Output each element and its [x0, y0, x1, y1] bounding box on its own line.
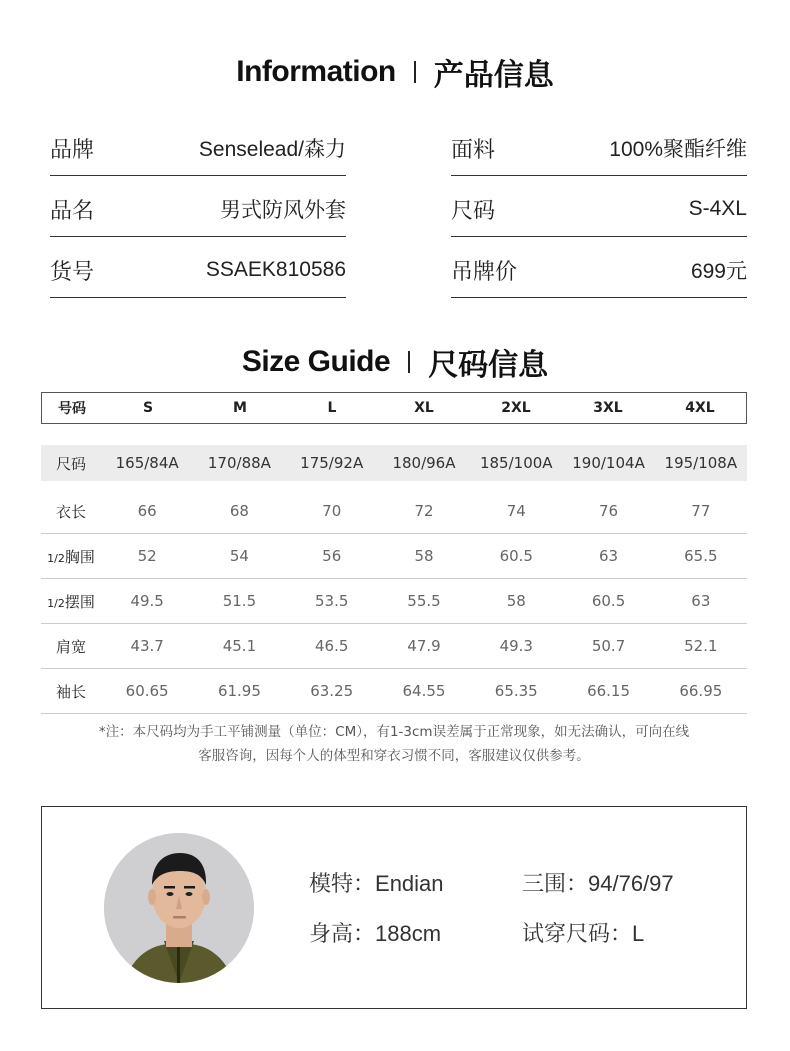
table-cell: 175/92A — [300, 454, 364, 472]
table-cell: 53.5 — [315, 592, 349, 610]
row-label: 肩宽 — [55, 637, 86, 656]
table-cell: 64.55 — [402, 682, 446, 700]
table-cell: 46.5 — [315, 637, 349, 655]
table-cell: 49.3 — [499, 637, 533, 655]
model-portrait-image — [104, 833, 254, 983]
info-row-item-number — [50, 237, 346, 298]
note-line-2: 客服咨询，因每个人的体型和穿衣习惯不同，客服建议仅供参考。 — [198, 748, 590, 764]
table-cell: 70 — [322, 502, 342, 520]
info-row-brand — [50, 115, 346, 176]
table-cell: 56 — [322, 547, 342, 565]
table-cell: 65.5 — [684, 547, 718, 565]
trysize-value: L — [632, 921, 645, 946]
header-cell: 号码 — [58, 401, 86, 417]
measure-label: 三围： — [522, 872, 589, 897]
table-cell: 185/100A — [479, 454, 553, 472]
model-name — [309, 867, 444, 898]
table-cell: 55.5 — [407, 592, 441, 610]
info-value: 男式防风外套 — [220, 199, 346, 222]
info-title — [0, 50, 790, 94]
table-cell: 45.1 — [222, 637, 257, 655]
table-row — [41, 445, 747, 481]
size-title-en: Size Guide — [241, 345, 391, 378]
row-label: 袖长 — [55, 682, 86, 701]
info-key: 面料 — [451, 137, 496, 163]
model-avatar — [104, 833, 254, 983]
size-title-cn: 尺码信息 — [428, 348, 549, 383]
info-title-en: Information — [236, 55, 396, 88]
table-cell: 61.95 — [217, 682, 261, 700]
row-label: 1/2胸围 — [47, 547, 95, 566]
info-value: Senselead/森力 — [198, 138, 346, 161]
table-cell: 60.5 — [591, 592, 626, 610]
size-table-body — [41, 445, 747, 714]
model-name-value: Endian — [375, 871, 444, 896]
table-cell: 52 — [137, 547, 157, 565]
table-cell: 58 — [414, 547, 434, 565]
table-cell: 68 — [229, 502, 249, 520]
table-cell: 47.9 — [407, 637, 441, 655]
row-label: 尺码 — [55, 454, 86, 473]
header-cell: XL — [414, 400, 434, 416]
title-divider — [408, 351, 410, 373]
info-value: 100%聚酯纤维 — [609, 138, 747, 161]
header-cell: 3XL — [593, 400, 623, 416]
table-cell: 74 — [506, 502, 526, 520]
model-try-size — [522, 917, 644, 948]
info-key: 品名 — [50, 198, 95, 224]
model-height — [309, 917, 441, 948]
table-row — [41, 534, 747, 579]
table-cell: 76 — [599, 502, 619, 520]
info-left-column — [50, 115, 346, 298]
measurement-note — [41, 720, 747, 768]
table-row — [41, 579, 747, 624]
height-label: 身高： — [309, 922, 376, 947]
measure-value: 94/76/97 — [588, 871, 674, 896]
model-info-box — [41, 806, 747, 1009]
info-key: 吊牌价 — [451, 259, 518, 285]
table-cell: 60.65 — [125, 682, 169, 700]
info-right-column — [451, 115, 747, 298]
table-cell: 180/96A — [392, 454, 456, 472]
header-cell: S — [142, 400, 154, 416]
table-cell: 66.15 — [587, 682, 631, 700]
table-cell: 195/108A — [664, 454, 738, 472]
table-cell: 49.5 — [130, 592, 164, 610]
info-value: SSAEK810586 — [205, 258, 346, 281]
row-label: 1/2摆围 — [47, 592, 95, 611]
table-row — [41, 669, 747, 714]
table-cell: 54 — [229, 547, 249, 565]
table-cell: 77 — [691, 502, 711, 520]
info-key: 货号 — [50, 259, 95, 285]
table-cell: 58 — [506, 592, 526, 610]
table-cell: 170/88A — [207, 454, 271, 472]
info-title-cn: 产品信息 — [433, 58, 554, 93]
table-cell: 165/84A — [115, 454, 179, 472]
info-value: S-4XL — [688, 197, 747, 220]
info-row-price — [451, 237, 747, 298]
table-row — [41, 489, 747, 534]
table-cell: 65.35 — [494, 682, 538, 700]
header-cell: 2XL — [501, 400, 531, 416]
table-cell: 63 — [599, 547, 619, 565]
info-row-size-range — [451, 176, 747, 237]
info-row-fabric — [451, 115, 747, 176]
info-key: 品牌 — [50, 137, 95, 163]
info-value: 699元 — [690, 260, 747, 283]
row-label: 衣长 — [55, 502, 86, 521]
trysize-label: 试穿尺码： — [522, 922, 633, 947]
table-cell: 63 — [691, 592, 711, 610]
height-value: 188cm — [375, 921, 442, 946]
table-cell: 50.7 — [591, 637, 626, 655]
size-table-header — [41, 392, 747, 424]
header-cell: 4XL — [685, 400, 715, 416]
table-cell: 72 — [414, 502, 434, 520]
table-cell: 190/104A — [572, 454, 645, 472]
header-cell: L — [327, 400, 337, 416]
table-cell: 43.7 — [130, 637, 164, 655]
title-divider — [414, 61, 416, 83]
info-row-product-name — [50, 176, 346, 237]
table-cell: 51.5 — [222, 592, 257, 610]
table-row — [41, 624, 747, 669]
model-measurements — [522, 867, 674, 898]
table-cell: 66 — [137, 502, 157, 520]
model-name-label: 模特： — [309, 872, 376, 897]
info-key: 尺码 — [451, 198, 496, 224]
table-cell: 52.1 — [684, 637, 718, 655]
table-cell: 60.5 — [499, 547, 533, 565]
note-line-1: *注：本尺码均为手工平铺测量（单位：CM），有1-3cm误差属于正常现象，如无法确认，可向在线 — [98, 724, 690, 740]
header-cell: M — [233, 400, 247, 416]
table-cell: 66.95 — [679, 682, 723, 700]
table-cell: 63.25 — [310, 682, 354, 700]
size-guide-title — [0, 340, 790, 384]
